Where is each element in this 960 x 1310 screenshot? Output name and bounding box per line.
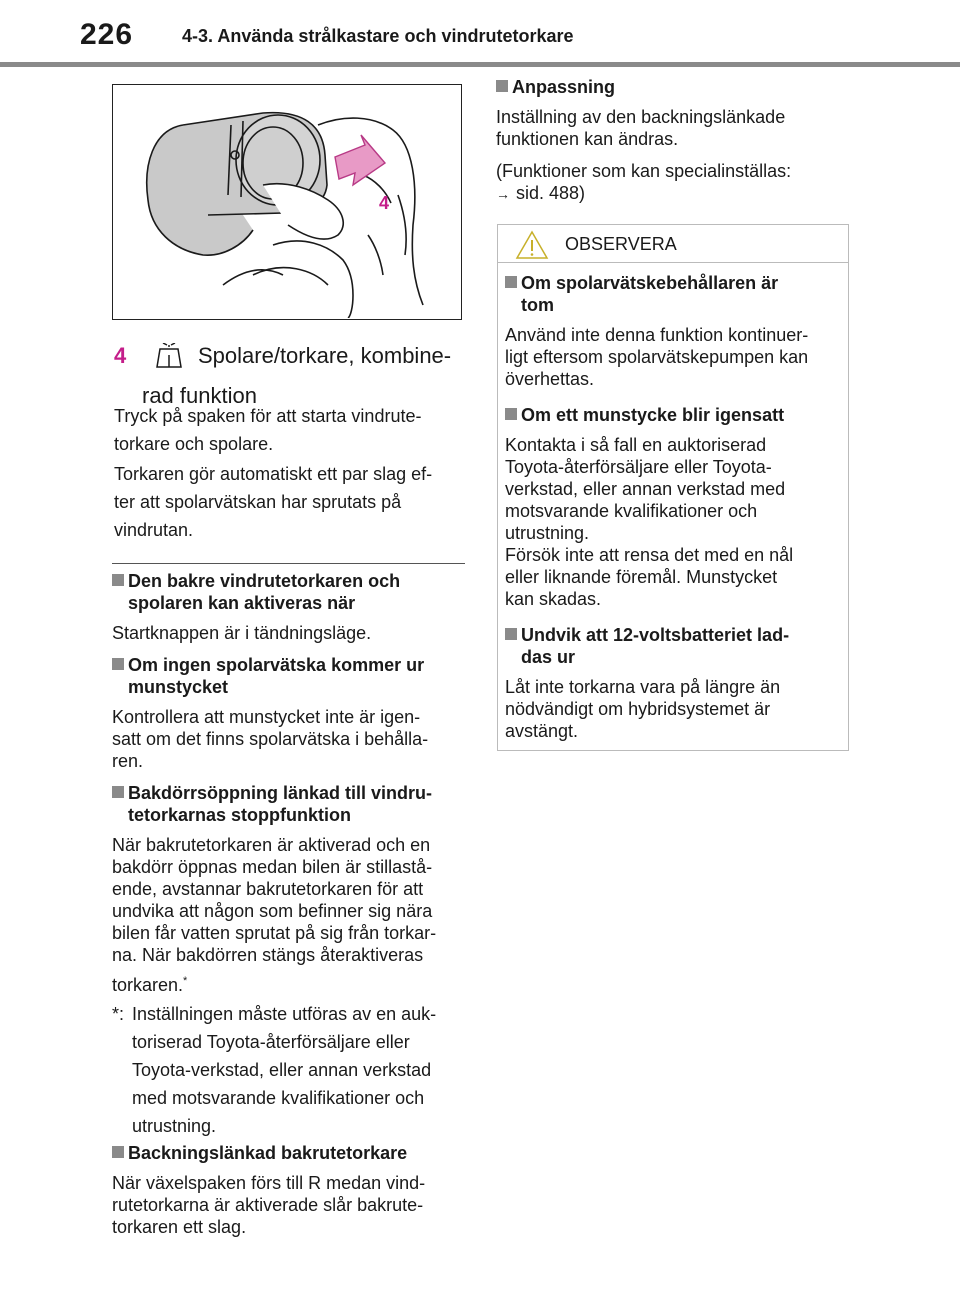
footnote — [112, 1000, 472, 1140]
section-body — [505, 434, 841, 610]
function-label-line2: rad funktion — [142, 383, 257, 408]
section-heading: Om ett munstycke blir igensatt — [505, 404, 841, 426]
heading-line: tetorkarnas stoppfunktion — [128, 805, 352, 825]
wiper-lever-illustration — [112, 84, 462, 320]
text-line: ligt eftersom spolarvätskepumpen kan — [505, 347, 809, 367]
text-line: ter att spolarvätskan har sprutats på — [114, 492, 402, 512]
page-reference — [496, 160, 856, 205]
heading-line: Den bakre vindrutetorkaren och — [128, 571, 401, 591]
section-rear-wiper-activation — [112, 570, 472, 644]
arrow-right-icon: → — [496, 186, 510, 202]
notice-section-battery — [505, 624, 841, 742]
heading-line: Bakdörrsöppning länkad till vindru- — [128, 783, 433, 803]
text-line: Låt inte torkarna vara på längre än — [505, 677, 781, 697]
notice-header-divider — [497, 262, 849, 263]
text-line: utrustning. — [505, 523, 590, 543]
section-heading: Anpassning — [496, 76, 856, 98]
text-line: Inställningen måste utföras av en auk- — [132, 1004, 437, 1024]
section-reverse-linked-wiper — [112, 1142, 472, 1238]
text-line: Kontakta i så fall en auktoriserad — [505, 435, 767, 455]
text-line: nödvändigt om hybridsystemet är — [505, 699, 771, 719]
text-line: Kontrollera att munstycket inte är igen- — [112, 707, 421, 727]
section-body — [112, 834, 472, 996]
text-line: torkaren ett slag. — [112, 1217, 247, 1237]
section-body — [112, 706, 472, 772]
text-line — [112, 970, 472, 996]
function-number: 4 — [114, 343, 127, 368]
text-line: verkstad, eller annan verkstad med — [505, 479, 786, 499]
section-customization — [496, 76, 856, 205]
notice-section-clogged-nozzle — [505, 404, 841, 610]
section-heading — [505, 624, 841, 668]
text-line: rutetorkarna är aktiverade slår bakrute- — [112, 1195, 424, 1215]
text-line: kan skadas. — [505, 589, 602, 609]
heading-line: das ur — [521, 647, 576, 667]
section-heading: Backningslänkad bakrutetorkare — [112, 1142, 472, 1164]
text-line: överhettas. — [505, 369, 595, 389]
page-link[interactable]: sid. 488) — [516, 183, 586, 203]
text-line: (Funktioner som kan specialinställas: — [496, 161, 792, 181]
wiper-lever-drawing — [113, 85, 460, 318]
page-number: 226 — [80, 18, 134, 51]
text-line: Toyota-verkstad, eller annan verkstad — [132, 1060, 432, 1080]
section-heading — [112, 654, 472, 698]
text-line: funktionen kan ändras. — [496, 129, 679, 149]
section-body — [112, 1172, 472, 1238]
heading-line: munstycket — [128, 677, 229, 697]
heading-line: Undvik att 12-voltsbatteriet lad- — [521, 625, 790, 645]
section-back-door-link — [112, 782, 472, 1140]
section-no-washer-fluid — [112, 654, 472, 772]
heading-line: spolaren kan aktiveras när — [128, 593, 356, 613]
section-heading — [505, 272, 841, 316]
text-line: ende, avstannar bakrutetorkaren för att — [112, 879, 424, 899]
text-line: bakdörr öppnas medan bilen är stillastå- — [112, 857, 433, 877]
footnote-reference: * — [183, 975, 188, 987]
callout-label: 4 — [379, 193, 390, 213]
text-line: satt om det finns spolarvätska i behålla- — [112, 729, 429, 749]
section-body — [496, 106, 856, 150]
footnote-marker: *: — [112, 1004, 125, 1024]
text-line: När växelspaken förs till R medan vind- — [112, 1173, 426, 1193]
text-line: eller liknande föremål. Munstycket — [505, 567, 778, 587]
section-heading — [112, 570, 472, 614]
notice-title: OBSERVERA — [565, 234, 677, 254]
text-line: motsvarande kvalifikationer och — [505, 501, 758, 521]
text-line: undvika att någon som befinner sig nära — [112, 901, 433, 921]
function-description-2 — [114, 460, 474, 544]
text-fragment: torkaren. — [112, 975, 184, 995]
section-divider — [112, 563, 465, 564]
section-heading — [112, 782, 472, 826]
section-title: 4-3. Använda strålkastare och vindrutetorkare — [182, 26, 574, 46]
text-line: Använd inte denna funktion kontinuer- — [505, 325, 809, 345]
heading-line: Om ingen spolarvätska kommer ur — [128, 655, 425, 675]
text-line: utrustning. — [132, 1116, 217, 1136]
function-description-1 — [114, 402, 474, 458]
text-line: Startknappen är i tändningsläge. — [112, 623, 372, 643]
text-line: toriserad Toyota-återförsäljare eller — [132, 1032, 410, 1052]
text-line: med motsvarande kvalifikationer och — [132, 1088, 425, 1108]
text-line: Inställning av den backningslänkade — [496, 107, 786, 127]
text-line: bilen får vatten sprutat på sig från torkar- — [112, 923, 437, 943]
text-line: När bakrutetorkaren är aktiverad och en — [112, 835, 431, 855]
text-line: Toyota-återförsäljare eller Toyota- — [505, 457, 772, 477]
text-line: na. När bakdörren stängs återaktiveras — [112, 945, 424, 965]
section-body — [505, 324, 841, 390]
function-label-line1: Spolare/torkare, kombine- — [198, 343, 452, 368]
text-line: Torkaren gör automatiskt ett par slag ef- — [114, 464, 433, 484]
text-line: vindrutan. — [114, 520, 194, 540]
heading-line: Om spolarvätskebehållaren är — [521, 273, 779, 293]
header-divider — [0, 62, 960, 67]
text-line: Försök inte att rensa det med en nål — [505, 545, 794, 565]
warning-triangle-icon — [515, 230, 549, 260]
section-body — [505, 676, 841, 742]
text-line: avstängt. — [505, 721, 579, 741]
washer-wiper-icon — [154, 343, 184, 371]
text-line: Tryck på spaken för att starta vindrute- — [114, 406, 422, 426]
text-line: torkare och spolare. — [114, 434, 274, 454]
notice-section-empty-tank — [505, 272, 841, 390]
text-line: ren. — [112, 751, 144, 771]
text-line — [496, 182, 856, 205]
heading-line: tom — [521, 295, 554, 315]
